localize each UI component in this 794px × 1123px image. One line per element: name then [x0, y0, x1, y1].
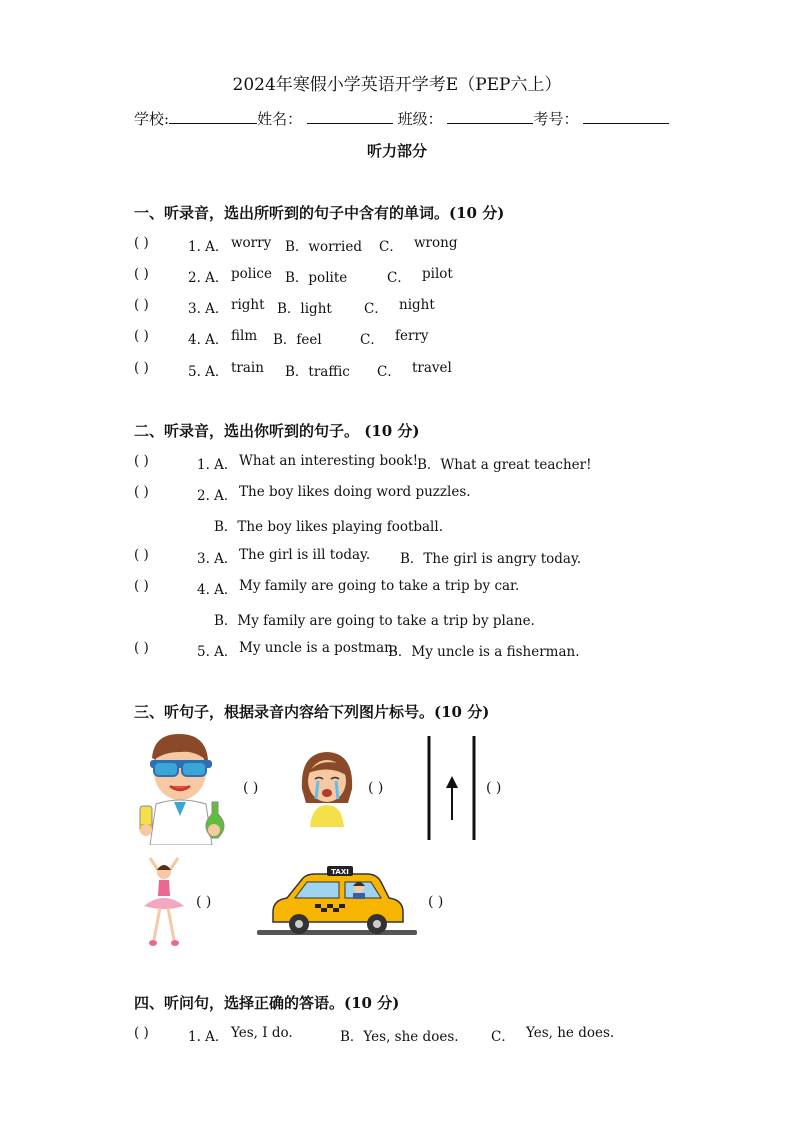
- name-label: 姓名：: [257, 110, 303, 128]
- scientist-boy-picture: [134, 730, 234, 845]
- number-blank[interactable]: [583, 109, 669, 124]
- answer-paren[interactable]: ( ): [196, 894, 212, 910]
- answer-paren[interactable]: ( ): [368, 780, 384, 796]
- answer-paren[interactable]: ( ): [134, 640, 149, 656]
- option-b: B．feel: [273, 332, 322, 348]
- answer-paren[interactable]: ( ): [243, 780, 259, 796]
- item-number: 4. A．: [197, 582, 238, 598]
- option-a: train: [231, 360, 264, 376]
- option-b: B．worried: [285, 239, 362, 255]
- option-c: travel: [412, 360, 452, 376]
- option-b: B．The girl is angry today.: [400, 551, 582, 567]
- answer-paren[interactable]: ( ): [134, 453, 149, 469]
- answer-paren[interactable]: ( ): [134, 578, 149, 594]
- option-b: B．My uncle is a fisherman.: [388, 644, 580, 660]
- option-c: ferry: [395, 328, 429, 344]
- taxi-sign-text: TAXI: [331, 868, 349, 876]
- item-number: 1. A．: [197, 457, 238, 473]
- name-blank[interactable]: [307, 109, 393, 124]
- item-number: 5. A．: [188, 364, 229, 380]
- option-b: B．The boy likes playing football.: [214, 519, 443, 535]
- option-a: My family are going to take a trip by car.: [239, 578, 520, 594]
- section1-heading: 一、听录音，选出所听到的句子中含有的单词。(10 分): [134, 204, 505, 222]
- answer-paren[interactable]: ( ): [428, 894, 444, 910]
- answer-paren[interactable]: ( ): [134, 1025, 149, 1041]
- option-c-label: C．: [491, 1029, 515, 1045]
- section3-heading: 三、听句子，根据录音内容给下列图片标号。(10 分): [134, 703, 490, 721]
- option-a: What an interesting book!: [239, 453, 419, 469]
- ballerina-picture: [140, 856, 188, 950]
- student-info-row: [134, 108, 669, 129]
- school-blank[interactable]: [169, 109, 257, 124]
- option-c-label: C．: [387, 270, 411, 286]
- item-number: 1. A．: [188, 239, 229, 255]
- section4-heading: 四、听问句，选择正确的答语。(10 分): [134, 994, 400, 1012]
- option-c: pilot: [422, 266, 453, 282]
- school-label: 学校:: [134, 110, 170, 128]
- option-a: worry: [231, 235, 272, 251]
- option-a: film: [231, 328, 258, 344]
- section-subtitle: 听力部分: [366, 142, 427, 160]
- option-c: Yes, he does.: [526, 1025, 615, 1041]
- option-b: B．My family are going to take a trip by plane.: [214, 613, 535, 629]
- answer-paren[interactable]: ( ): [134, 235, 149, 251]
- answer-paren[interactable]: ( ): [134, 547, 149, 563]
- option-b: B．traffic: [285, 364, 350, 380]
- item-number: 1. A．: [188, 1029, 229, 1045]
- item-number: 2. A．: [197, 488, 238, 504]
- option-c: night: [399, 297, 435, 313]
- taxi-picture: [257, 866, 419, 938]
- answer-paren[interactable]: ( ): [134, 266, 149, 282]
- option-b: B．polite: [285, 270, 348, 286]
- item-number: 5. A．: [197, 644, 238, 660]
- option-b: B．What a great teacher!: [417, 457, 592, 473]
- crying-girl-picture: [298, 749, 356, 827]
- option-b: B．Yes, she does.: [340, 1029, 459, 1045]
- answer-paren[interactable]: ( ): [134, 360, 149, 376]
- option-a: The boy likes doing word puzzles.: [239, 484, 471, 500]
- option-c-label: C．: [377, 364, 401, 380]
- option-c-label: C．: [379, 239, 403, 255]
- number-label: 考号：: [533, 110, 579, 128]
- option-a: My uncle is a postman.: [239, 640, 398, 656]
- answer-paren[interactable]: ( ): [134, 328, 149, 344]
- one-way-road-picture: [424, 736, 480, 840]
- option-c-label: C．: [364, 301, 388, 317]
- section2-heading: 二、听录音，选出你听到的句子。 (10 分): [134, 422, 420, 440]
- answer-paren[interactable]: ( ): [486, 780, 502, 796]
- option-a: right: [231, 297, 265, 313]
- answer-paren[interactable]: ( ): [134, 484, 149, 500]
- option-c-label: C．: [360, 332, 384, 348]
- answer-paren[interactable]: ( ): [134, 297, 149, 313]
- item-number: 3. A．: [197, 551, 238, 567]
- page-title: 2024年寒假小学英语开学考E（PEP六上）: [232, 75, 562, 95]
- option-b: B．light: [277, 301, 332, 317]
- option-c: wrong: [414, 235, 458, 251]
- class-label: 班级：: [397, 110, 443, 128]
- item-number: 3. A．: [188, 301, 229, 317]
- class-blank[interactable]: [447, 109, 533, 124]
- option-a: Yes, I do.: [231, 1025, 293, 1041]
- option-a: The girl is ill today.: [239, 547, 371, 563]
- item-number: 2. A．: [188, 270, 229, 286]
- option-a: police: [231, 266, 272, 282]
- item-number: 4. A．: [188, 332, 229, 348]
